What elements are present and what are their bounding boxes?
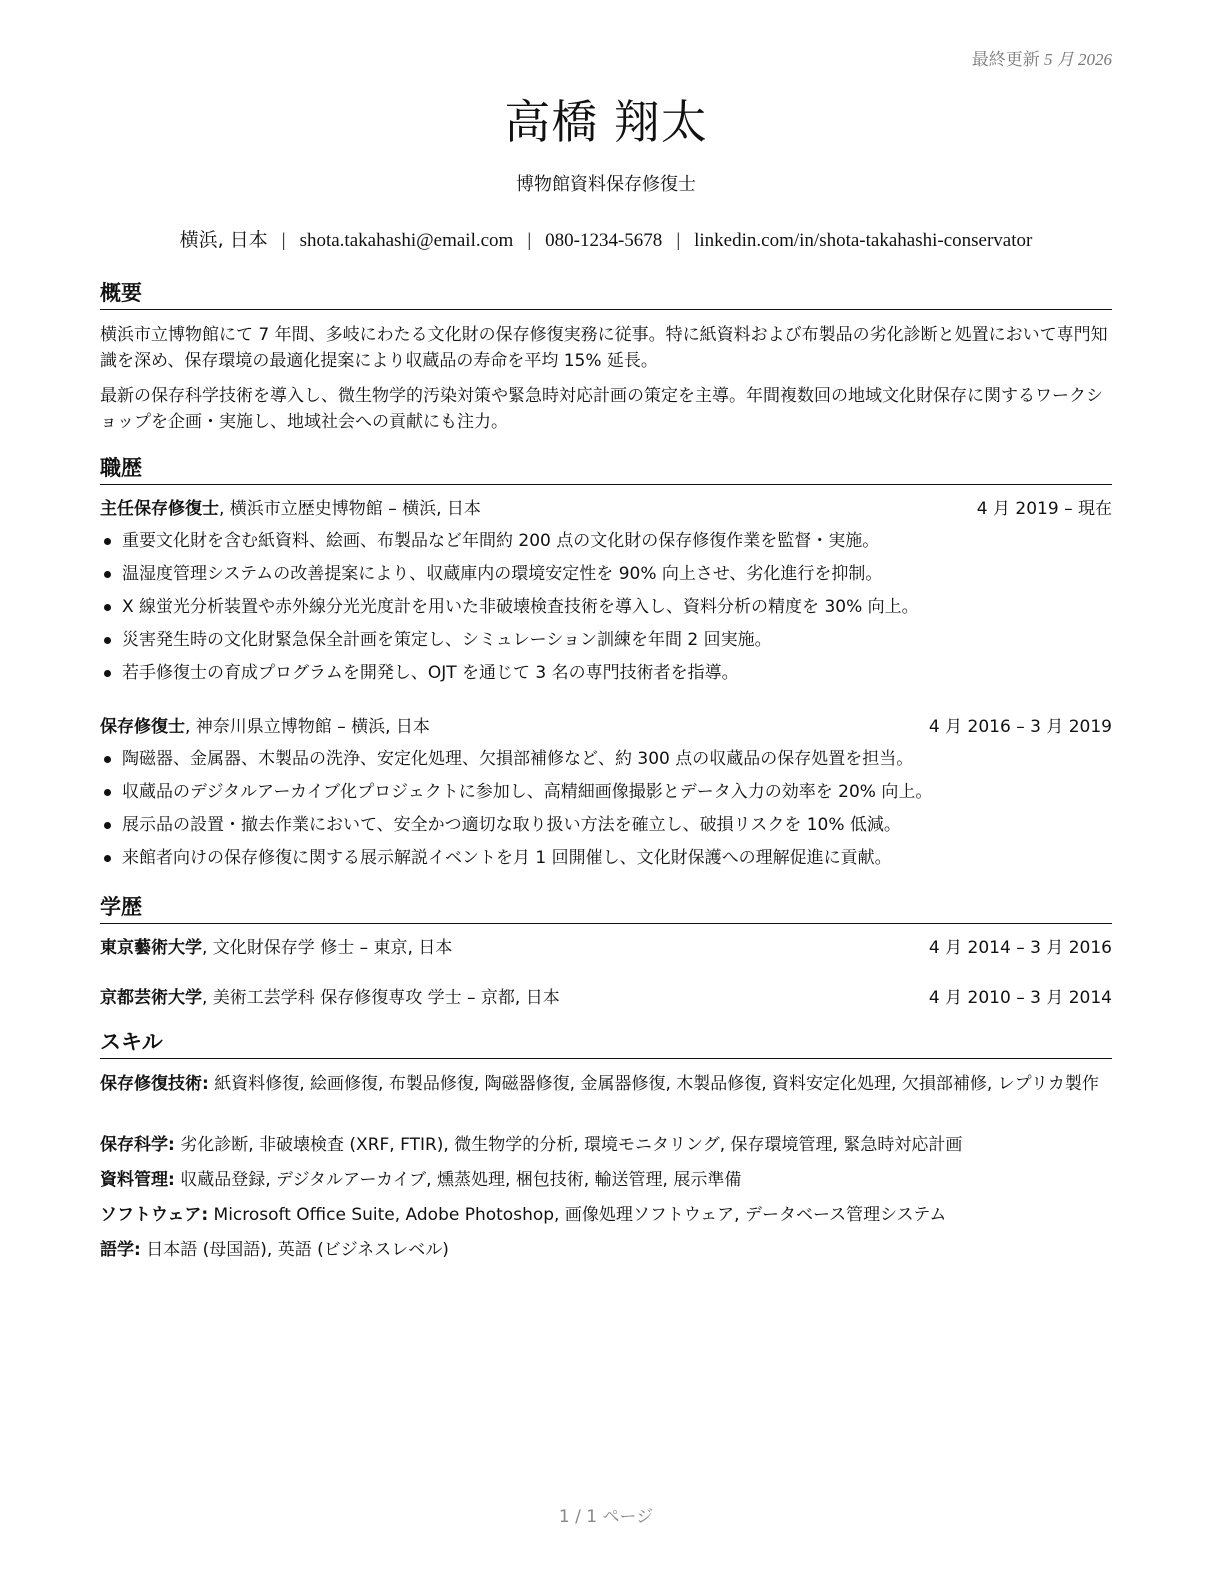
last-updated-month: 5 月 [1044,50,1074,69]
contact-line [100,225,1112,252]
skill-line [100,1237,1112,1263]
contact-separator: | [676,230,681,251]
skill-label: 資料管理: [100,1170,175,1190]
section-heading-summary: 概要 [100,277,1112,310]
list-item: 災害発生時の文化財緊急保全計画を策定し、シミュレーション訓練を年間 2 回実施。 [100,627,1112,660]
skill-line [100,1167,1112,1193]
list-item: 若手修復士の育成プログラムを開発し、OJT を通じて 3 名の専門技術者を指導。 [100,660,1112,693]
education-school: 京都芸術大学 [100,988,202,1008]
education-item [100,985,1112,1011]
education-detail: , 美術工芸学科 保存修復専攻 学士 – 京都, 日本 [202,988,560,1008]
summary-paragraph: 横浜市立博物館にて 7 年間、多岐にわたる文化財の保存修復実務に従事。特に紙資料および布製品の劣化診断と処置において専門知識を深め、保存環境の最適化提案により収蔵品の寿命を平均 15% 延長。 [100,325,1108,371]
page-number: 1 / 1 ページ [558,1507,654,1527]
section-heading-experience: 職歴 [100,452,1112,485]
list-item: 展示品の設置・撤去作業において、安全かつ適切な取り扱い方法を確立し、破損リスクを 10% 低減。 [100,812,1112,845]
job-header [100,714,1112,740]
education-detail: , 文化財保存学 修士 – 東京, 日本 [202,938,453,958]
job-role: 保存修復士 [100,717,185,737]
job-org: , 神奈川県立博物館 – 横浜, 日本 [185,717,430,737]
education-item [100,935,1112,961]
skill-label: ソフトウェア: [100,1205,209,1225]
summary-paragraph: 最新の保存科学技術を導入し、微生物学的汚染対策や緊急時対応計画の策定を主導。年間複数回の地域文化財保存に関するワークショップを企画・実施し、地域社会への貢献にも注力。 [100,386,1103,432]
last-updated [972,45,1112,70]
skill-label: 保存科学: [100,1135,175,1155]
skill-line [100,1132,1112,1158]
list-item: 来館者向けの保存修復に関する展示解説イベントを月 1 回開催し、文化財保護への理解促進に貢献。 [100,845,1112,878]
section-heading-education: 学歴 [100,891,1112,924]
section-heading-skills: スキル [100,1026,1112,1059]
education-dates: 4 月 2014 – 3 月 2016 [928,938,1112,958]
skill-value: 日本語 (母国語), 英語 (ビジネスレベル) [140,1240,449,1260]
contact-location: 横浜, 日本 [179,229,268,251]
last-updated-year: 2026 [1078,50,1112,69]
skill-value: 劣化診断, 非破壊検査 (XRF, FTIR), 微生物学的分析, 環境モニタリング, 保存環境管理, 緊急時対応計画 [174,1135,963,1155]
education-dates: 4 月 2010 – 3 月 2014 [928,988,1112,1008]
candidate-name: 高橋 翔太 [504,95,708,149]
job-dates: 4 月 2019 – 現在 [976,499,1112,519]
skill-value: 収蔵品登録, デジタルアーカイブ, 燻蒸処理, 梱包技術, 輸送管理, 展示準備 [174,1170,742,1190]
job-role: 主任保存修復士 [100,499,219,519]
skill-label: 語学: [100,1240,141,1260]
education-school: 東京藝術大学 [100,938,202,958]
skill-label: 保存修復技術: [100,1074,209,1094]
skill-value: Microsoft Office Suite, Adobe Photoshop, 画像処理ソフトウェア, データベース管理システム [208,1205,947,1225]
skill-line [100,1202,1112,1228]
job-org: , 横浜市立歴史博物館 – 横浜, 日本 [219,499,481,519]
list-item: 重要文化財を含む紙資料、絵画、布製品など年間約 200 点の文化財の保存修復作業を監督・実施。 [100,528,1112,561]
skill-value: 紙資料修復, 絵画修復, 布製品修復, 陶磁器修復, 金属器修復, 木製品修復, 資料安定化処理, 欠損部補修, レプリカ製作 [208,1074,1099,1094]
list-item: 温湿度管理システムの改善提案により、収蔵庫内の環境安定性を 90% 向上させ、劣化進行を抑制。 [100,561,1112,594]
job-dates: 4 月 2016 – 3 月 2019 [928,717,1112,737]
list-item: 収蔵品のデジタルアーカイブ化プロジェクトに参加し、高精細画像撮影とデータ入力の効率を 20% 向上。 [100,779,1112,812]
contact-phone[interactable]: 080-1234-5678 [545,230,663,251]
list-item: 陶磁器、金属器、木製品の洗浄、安定化処理、欠損部補修など、約 300 点の収蔵品の保存処置を担当。 [100,746,1112,779]
last-updated-label: 最終更新 [971,50,1040,70]
contact-linkedin[interactable]: linkedin.com/in/shota-takahashi-conservator [694,230,1033,251]
resume-page [100,0,1112,1584]
job-header [100,496,1112,522]
skill-line [100,1071,1112,1097]
list-item: X 線蛍光分析装置や赤外線分光光度計を用いた非破壊検査技術を導入し、資料分析の精度を 30% 向上。 [100,594,1112,627]
contact-separator: | [281,230,286,251]
job-title: 博物館資料保存修復士 [516,174,696,195]
contact-separator: | [527,230,532,251]
job-bullets [100,528,1112,693]
contact-email[interactable]: shota.takahashi@email.com [299,230,514,251]
job-bullets [100,746,1112,878]
